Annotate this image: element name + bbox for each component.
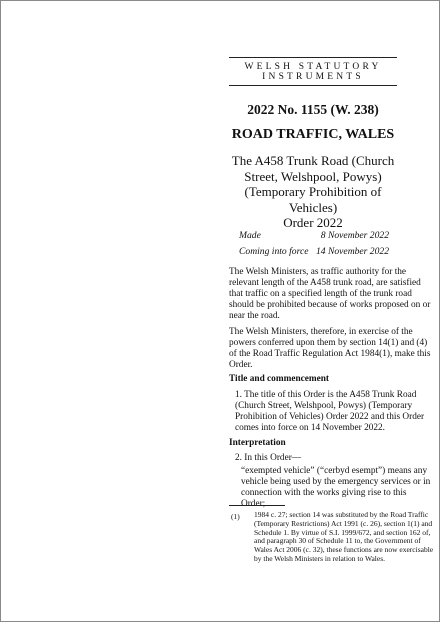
text-line: should be prohibited because of works proposed on or <box>229 300 431 310</box>
instrument-number: 2022 No. 1155 (W. 238) <box>247 102 379 117</box>
text-line: of the Road Traffic Regulation Act 1984(1), make this <box>229 349 431 359</box>
text-line: Prohibition of Vehicles) Order 2022 and this Order <box>235 412 425 422</box>
text-line: near the road. <box>229 311 280 321</box>
heading-title-and-commencement: Title and commencement <box>229 374 330 384</box>
text-line: comes into force on 14 November 2022. <box>235 423 386 433</box>
text-line: Schedule 1. By virtue of S.I. 1999/672, and section 162 of, <box>254 527 431 537</box>
coming-into-force-label: Coming into force <box>239 246 309 257</box>
preamble-paragraph-2 <box>229 327 431 371</box>
coming-into-force-value: 14 November 2022 <box>315 246 389 257</box>
text-line: The Welsh Ministers, as traffic authority for the <box>229 267 407 277</box>
text-line: The Welsh Ministers, therefore, in exercise of the <box>229 327 413 337</box>
series-bottom-rule <box>229 85 397 86</box>
made-label: Made <box>239 230 261 241</box>
series-top-rule <box>229 57 397 58</box>
text-line: connection with the works giving rise to this <box>241 488 407 498</box>
text-line: (Temporary Restrictions) Act 1991 (c. 26), section 1(1) and <box>254 518 433 528</box>
article-2-intro: 2. In this Order— <box>235 453 302 463</box>
footnote-marker: (1) <box>231 512 240 521</box>
order-title-line: (Temporary Prohibition of Vehicles) <box>244 184 382 215</box>
subject-heading: ROAD TRAFFIC, WALES <box>231 127 395 142</box>
footnote-rule <box>229 505 285 506</box>
article-1 <box>235 390 425 434</box>
heading-interpretation: Interpretation <box>229 438 286 448</box>
text-line: 1. The title of this Order is the A458 Trunk Road <box>235 390 417 400</box>
text-line: and paragraph 30 of Schedule 11 to, the Government of <box>254 536 421 546</box>
order-title-line: Order 2022 <box>283 215 343 231</box>
text-line: “exempted vehicle” (“cerbyd esempt”) means any <box>241 466 428 476</box>
made-value: 8 November 2022 <box>320 230 389 241</box>
text-line: relevant length of the A458 trunk road, are satisfied <box>229 278 421 288</box>
text-line: Order; <box>241 499 266 509</box>
series-line-2: INSTRUMENTS <box>262 72 364 82</box>
series-line-1: WELSH STATUTORY <box>244 62 382 72</box>
text-line: that traffic on a specified length of the trunk road <box>229 289 412 299</box>
text-line: Order. <box>229 360 253 370</box>
text-line: powers conferred upon them by section 14(1) and (4) <box>229 338 428 348</box>
preamble-paragraph-1 <box>229 267 431 322</box>
text-line: (Church Street, Welshpool, Powys) (Temporary <box>235 401 413 411</box>
definition-exempted-vehicle <box>241 466 431 510</box>
text-line: by the Welsh Ministers in relation to Wales. <box>254 553 385 563</box>
text-line: vehicle being used by the emergency services or in <box>241 477 431 487</box>
order-title <box>221 153 405 231</box>
order-title-line: The A458 Trunk Road (Church <box>231 153 395 168</box>
order-title-line: Street, Welshpool, Powys) <box>244 168 382 184</box>
text-line: 1984 c. 27; section 14 was substituted by the Road Traffic <box>254 510 429 519</box>
footnote-text <box>254 510 434 564</box>
text-line: Wales Act 2006 (c. 32), these functions are now exercisable <box>254 545 434 555</box>
